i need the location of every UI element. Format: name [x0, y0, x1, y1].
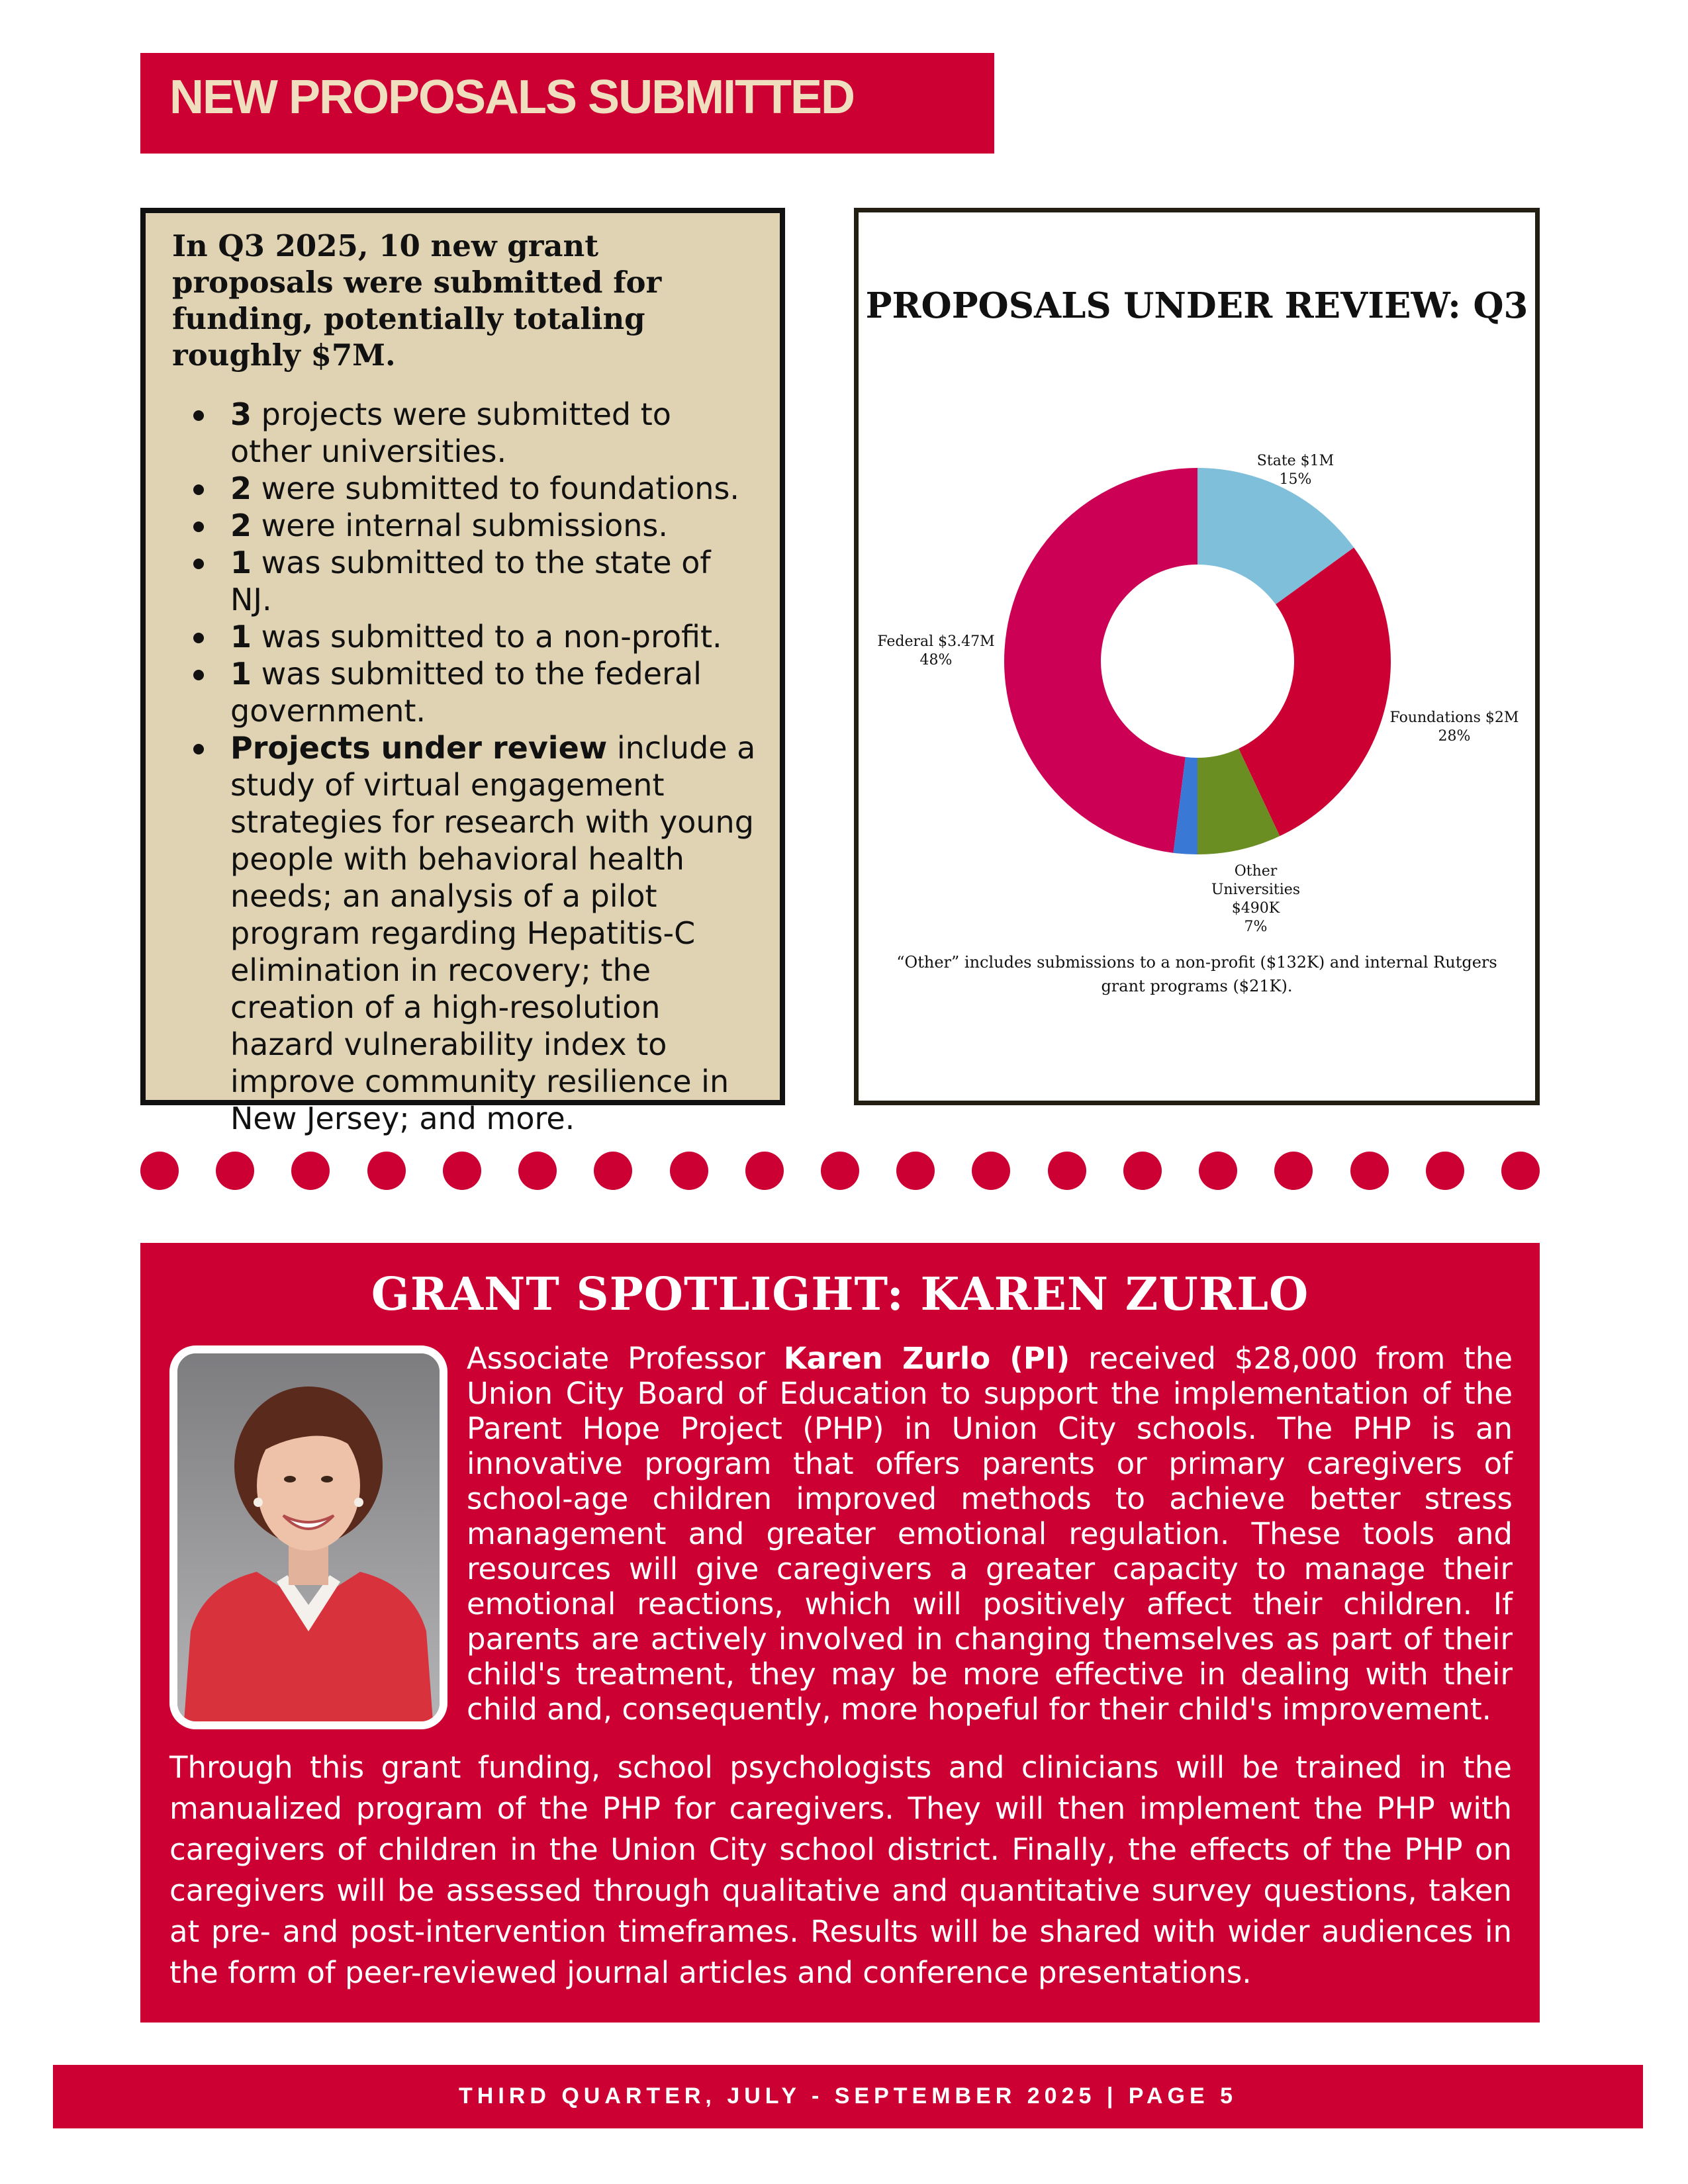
divider-dot: [1048, 1152, 1086, 1190]
portrait-illustration: [177, 1353, 440, 1721]
summary-intro: In Q3 2025, 10 new grant proposals were submitted for funding, potentially totaling roughly $7M.: [172, 228, 662, 373]
bullet-icon: [193, 559, 204, 569]
divider-dot: [1199, 1152, 1237, 1190]
spotlight-title: GRANT SPOTLIGHT: KAREN ZURLO: [371, 1268, 1309, 1321]
divider-dot: [518, 1152, 557, 1190]
pie-slice: [1004, 468, 1197, 853]
slice-label: Other Universities $490K 7%: [1211, 863, 1301, 935]
divider-dot: [140, 1152, 179, 1190]
bullet-icon: [193, 633, 204, 643]
spotlight-paragraph-2: Through this grant funding, school psychologists and clinicians will be trained in the manualized program of the PHP for caregivers. They will then implement the PHP with caregivers of children in the Union City school district. Finally, the effects of the PHP on caregivers will be assessed through qualitative and quantitative survey questions, taken at pre- and post-intervention timeframes. Results will be shared with wider audiences in the form of peer-reviewed journal articles and conference presentations.: [169, 1750, 1512, 1990]
divider-dot: [216, 1152, 254, 1190]
divider-dot: [443, 1152, 481, 1190]
divider-dot: [367, 1152, 406, 1190]
divider-dot: [745, 1152, 784, 1190]
divider-dot: [1123, 1152, 1162, 1190]
divider-dot: [1426, 1152, 1464, 1190]
divider-dot: [291, 1152, 330, 1190]
footer-bar: [53, 2065, 1643, 2128]
divider-dot: [972, 1152, 1010, 1190]
footer-text: THIRD QUARTER, JULY - SEPTEMBER 2025 | PAGE 5: [459, 2083, 1237, 2109]
chart-box: [854, 208, 1540, 1105]
divider-dot: [670, 1152, 708, 1190]
list-item: 2 were submitted to foundations.: [172, 470, 760, 507]
portrait-photo: [169, 1345, 447, 1729]
divider-dot: [821, 1152, 859, 1190]
bullet-icon: [193, 670, 204, 680]
divider-dot: [896, 1152, 935, 1190]
bullet-icon: [193, 522, 204, 532]
bullet-icon: [193, 484, 204, 495]
grant-spotlight: [140, 1243, 1540, 2023]
summary-list: [172, 396, 760, 1137]
list-item: 1 was submitted to the federal government.: [172, 655, 760, 729]
chart-title: PROPOSALS UNDER REVIEW: Q3: [865, 285, 1528, 326]
slice-label: State $1M 15%: [1256, 453, 1335, 488]
slice-label: Foundations $2M 28%: [1389, 709, 1519, 745]
section-header-bar: [140, 53, 994, 154]
divider-dot: [594, 1152, 632, 1190]
dots-divider: [140, 1152, 1540, 1191]
divider-dot: [1501, 1152, 1540, 1190]
bullet-icon: [193, 744, 204, 754]
list-item: 3 projects were submitted to other universities.: [172, 396, 760, 470]
spotlight-paragraph-1: Associate Professor Karen Zurlo (PI) received $28,000 from the Union City Board of Education to support the implementation of the Parent Hope Project (PHP) in Union City schools. The PHP is an innovative program that offers parents or primary caregivers of school-age children improved methods to achieve better stress management and greater emotional regulation. These tools and resources will give caregivers a greater capacity to manage their emotional reactions, which will positively affect their children. If parents are actively involved in changing themselves as part of their child's treatment, they may be more effective in dealing with their child and, consequently, more hopeful for their child's improvement.: [467, 1341, 1513, 1727]
list-item: 1 was submitted to a non-profit.: [172, 618, 760, 655]
slice-label: Federal $3.47M 48%: [877, 633, 995, 668]
bullet-icon: [193, 410, 204, 421]
list-item: 2 were internal submissions.: [172, 507, 760, 544]
divider-dot: [1274, 1152, 1313, 1190]
chart-note: “Other” includes submissions to a non-profit ($132K) and internal Rutgers grant programs ($21K).: [896, 953, 1497, 995]
divider-dot: [1350, 1152, 1389, 1190]
section-title: NEW PROPOSALS SUBMITTED: [169, 71, 855, 124]
list-item: 1 was submitted to the state of NJ.: [172, 544, 760, 618]
summary-box: [140, 208, 785, 1136]
list-item: Projects under review include a study of virtual engagement strategies for research with young people with behavioral health needs; an analysis of a pilot program regarding Hepatitis-C elimination in recovery; the creation of a high-resolution hazard vulnerability index to improve community resilience in New Jersey; and more.: [172, 729, 760, 1137]
pie-slice: [1239, 547, 1391, 836]
